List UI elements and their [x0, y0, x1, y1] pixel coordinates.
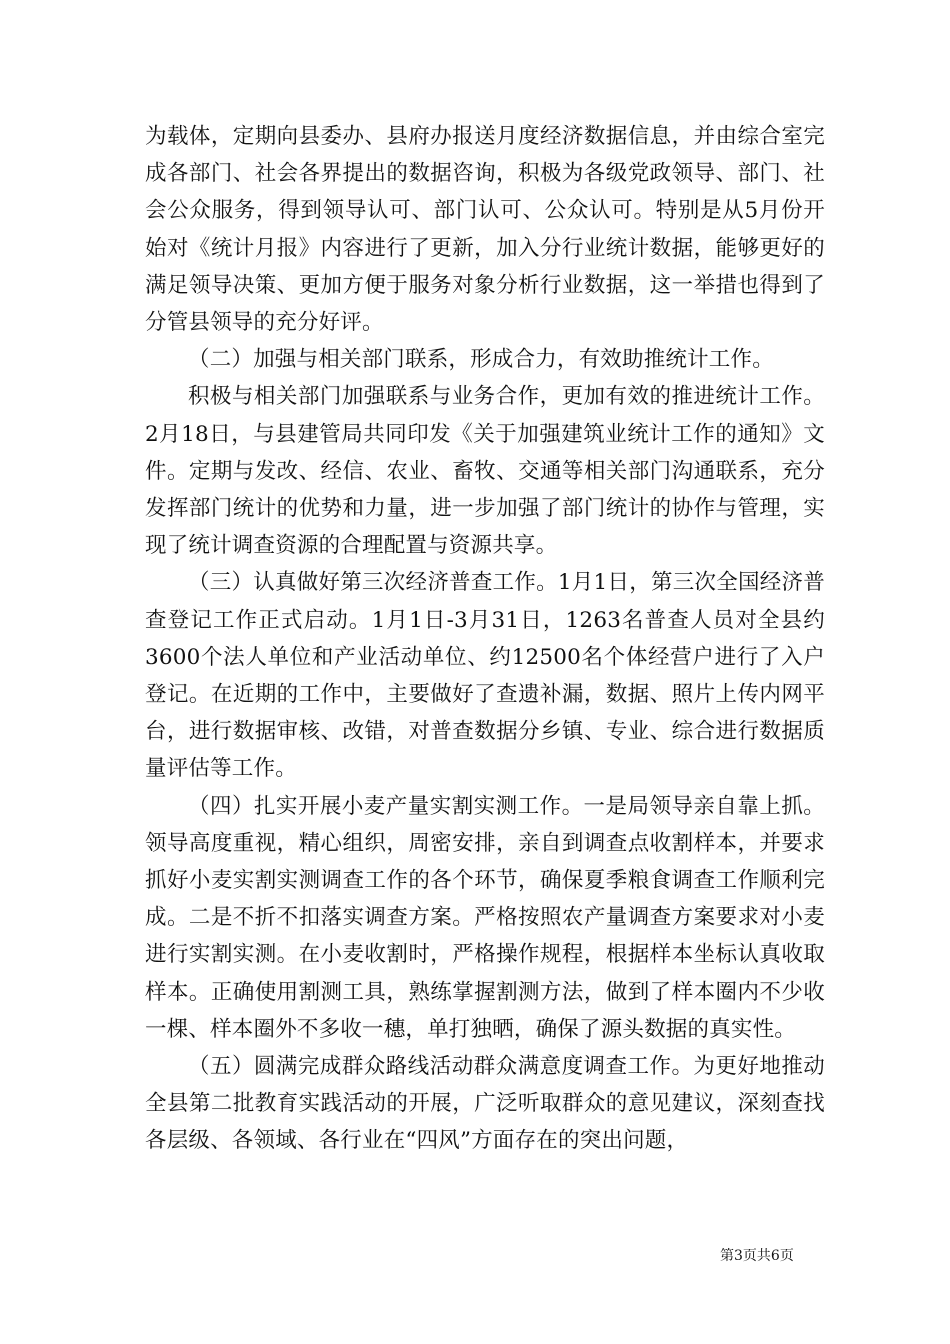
section-satisfaction-survey: （五）圆满完成群众路线活动群众满意度调查工作。为更好地推动全县第二批教育实践活动的开展，广泛听取群众的意见建议，深刻查找各层级、各领域、各行业在“四风”方面存在的突出问题， [145, 1054, 825, 1154]
page-number-footer: 第3页共6页 [720, 1248, 794, 1264]
paragraph-continuation: 为载体，定期向县委办、县府办报送月度经济数据信息，并由综合室完成各部门、社会各界提出的数据咨询，积极为各级党政领导、部门、社会公众服务，得到领导认可、部门认可、公众认可。特别是从5月份开始对《统计月报》内容进行了更新，加入分行业统计数据，能够更好的满足领导决策、更加方便于服务对象分析行业数据，这一举措也得到了分管县领导的充分好评。 [145, 124, 825, 336]
paragraph-department-cooperation: 积极与相关部门加强联系与业务合作，更加有效的推进统计工作。2月18日，与县建管局共同印发《关于加强建筑业统计工作的通知》文件。定期与发改、经信、农业、畜牧、交通等相关部门沟通联系，充分发挥部门统计的优势和力量，进一步加强了部门统计的协作与管理，实现了统计调查资源的合理配置与资源共享。 [145, 384, 825, 559]
section-heading-2: （二）加强与相关部门联系，形成合力，有效助推统计工作。 [188, 347, 774, 373]
section-economic-census: （三）认真做好第三次经济普查工作。1月1日，第三次全国经济普查登记工作正式启动。1月1日-3月31日，1263名普查人员对全县约3600个法人单位和产业活动单位、约12500名个体经营户进行了入户登记。在近期的工作中，主要做好了查遗补漏，数据、照片上传内网平台，进行数据审核、改错，对普查数据分乡镇、专业、综合进行数据质量评估等工作。 [145, 570, 825, 782]
section-wheat-yield-survey: （四）扎实开展小麦产量实割实测工作。一是局领导亲自靠上抓。领导高度重视，精心组织，周密安排，亲自到调查点收割样本，并要求抓好小麦实割实测调查工作的各个环节，确保夏季粮食调查工作顺利完成。二是不折不扣落实调查方案。严格按照农产量调查方案要求对小麦进行实割实测。在小麦收割时，严格操作规程，根据样本坐标认真收取样本。正确使用割测工具，熟练掌握割测方法，做到了样本圈内不少收一棵、样本圈外不多收一穗，单打独晒，确保了源头数据的真实性。 [145, 793, 825, 1042]
document-body [145, 118, 825, 1160]
